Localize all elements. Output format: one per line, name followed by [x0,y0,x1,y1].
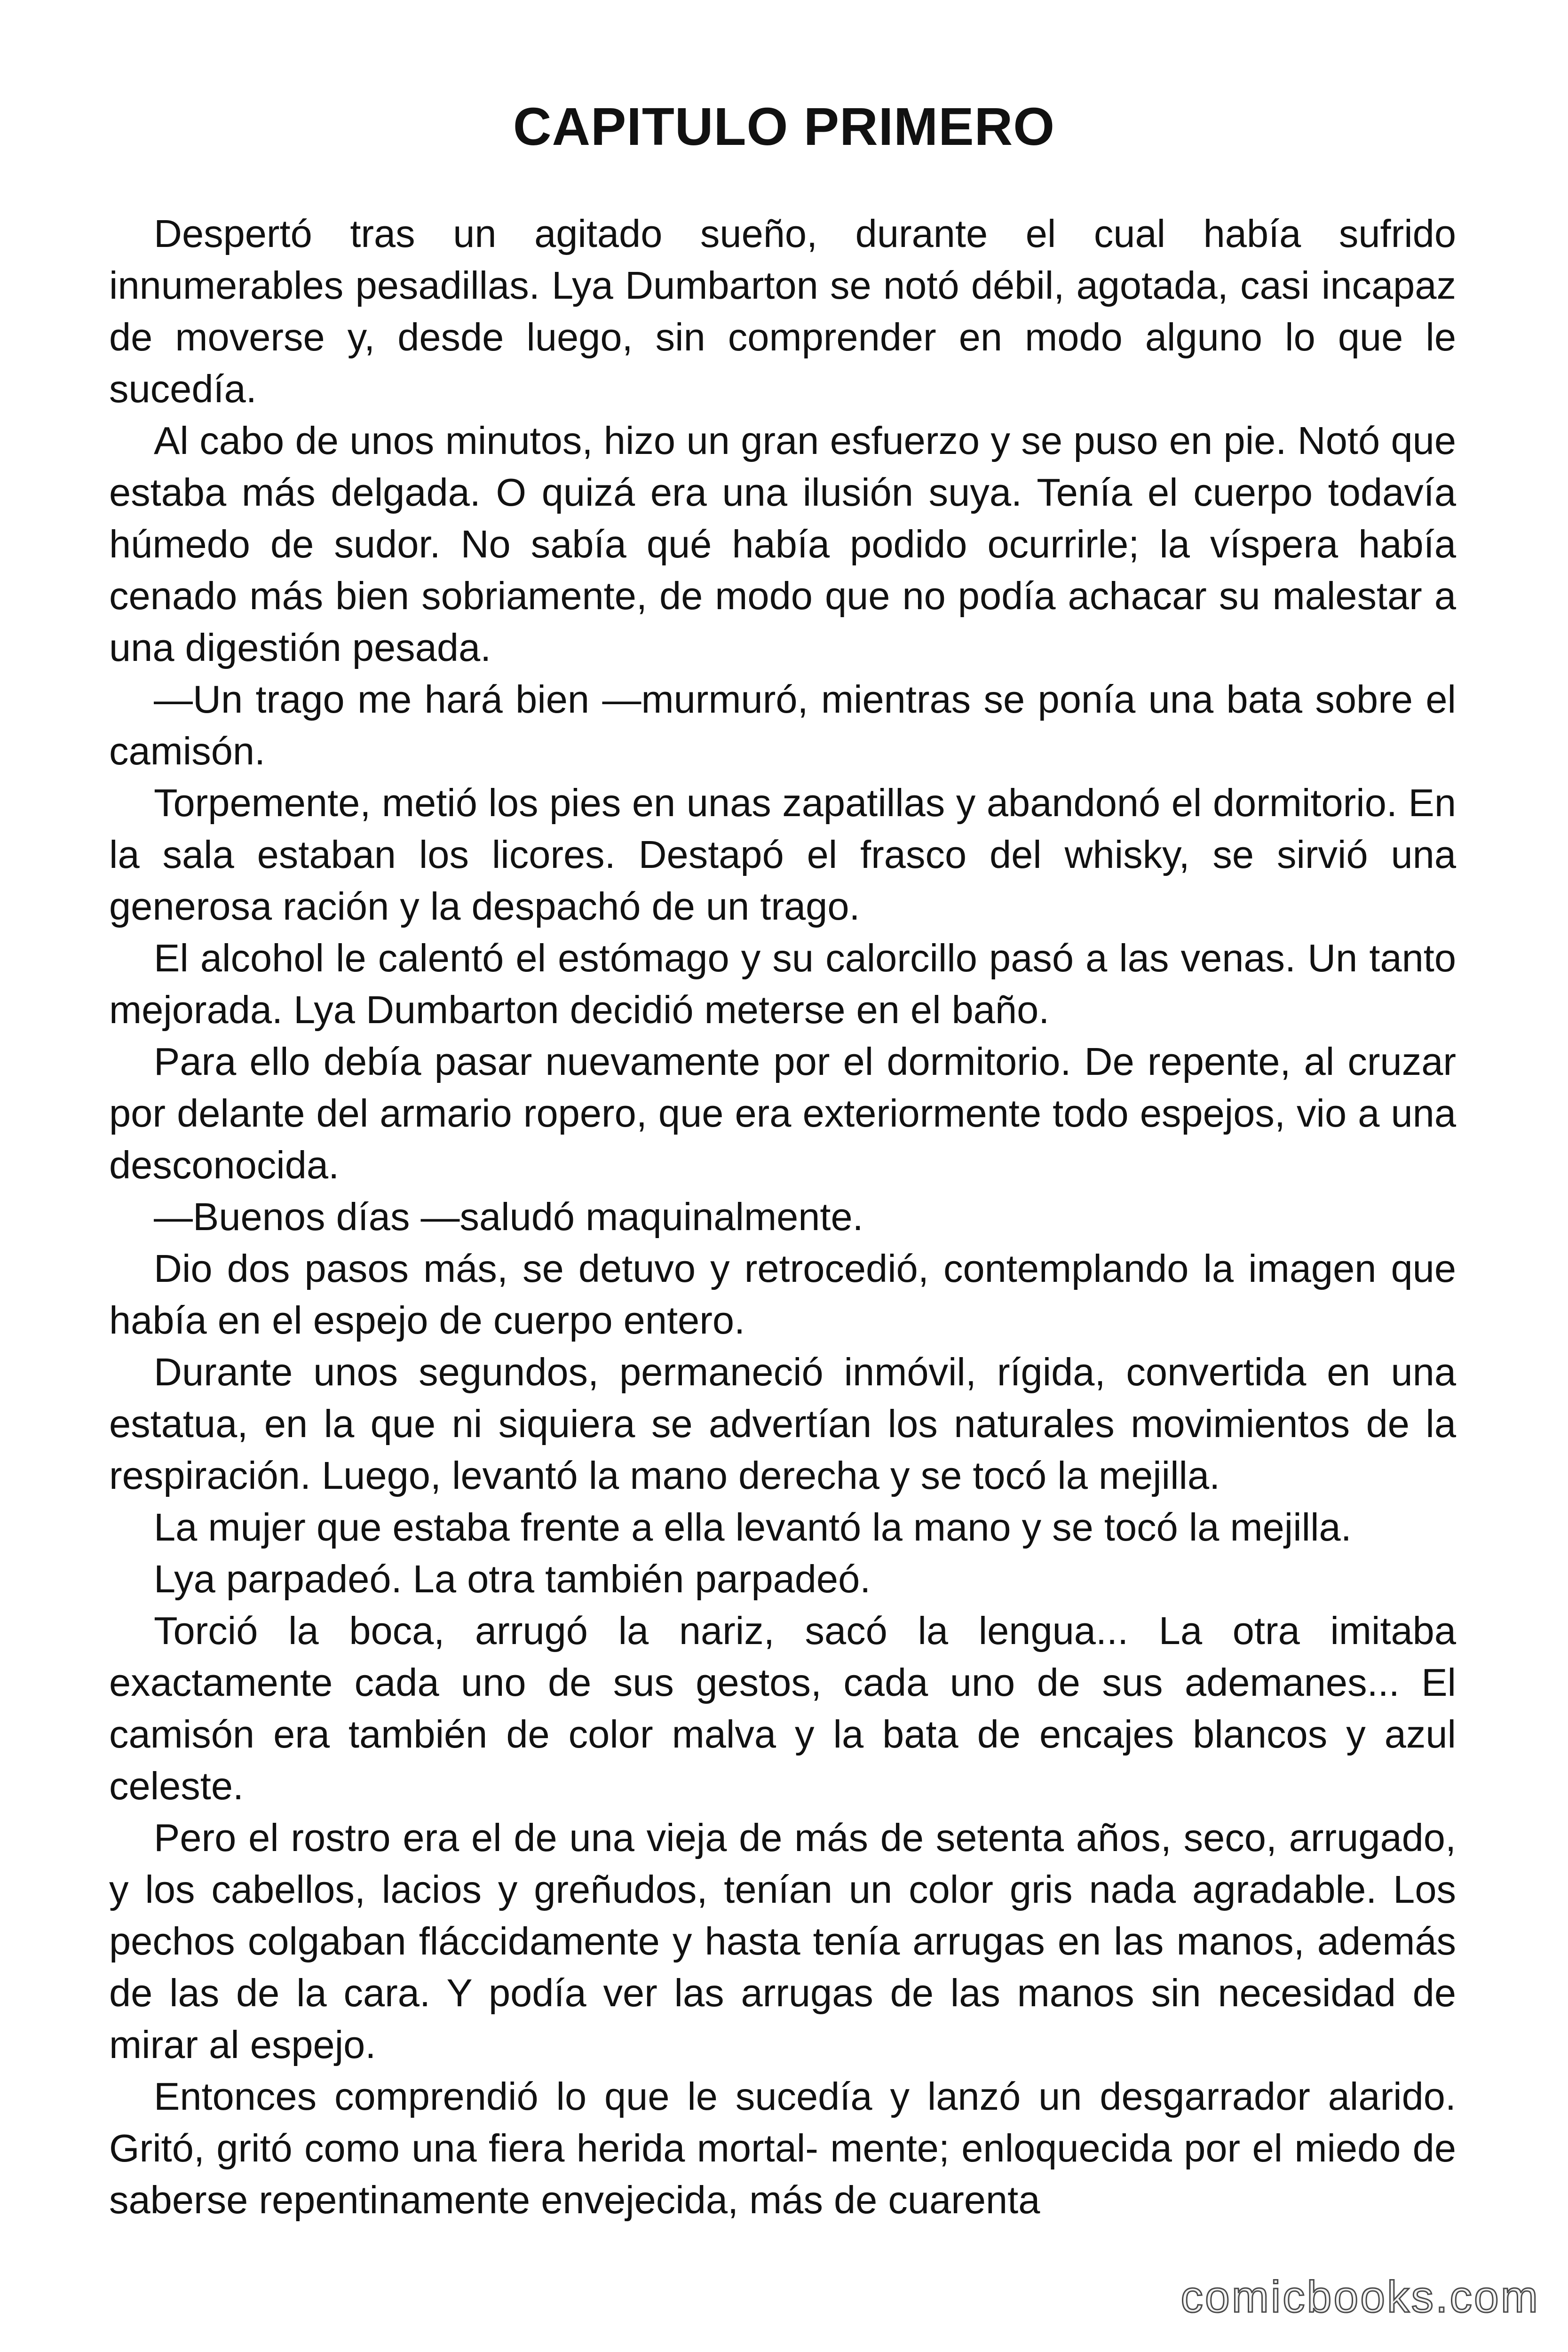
paragraph: —Buenos días —saludó maquinalmente. [154,1195,863,1239]
paragraph: Durante unos segundos, permaneció inmóvil, rígida, convertida en una estatua, en la que ni siquiera se advertían los naturales movimientos de la respiración. Luego, levantó la mano derecha y se tocó la mejilla. [109,1350,1456,1497]
paragraph: Pero el rostro era el de una vieja de más de setenta años, seco, arrugado, y los cabellos, lacios y greñudos, tenían un color gris nada agradable. Los pechos colgaban fláccidamente y hasta tenía arrugas en las manos, además de las de la cara. Y podía ver las arrugas de las manos sin necesidad de mirar al espejo. [109,1816,1456,2066]
paragraph: Torpemente, metió los pies en unas zapatillas y abandonó el dormitorio. En la sala estaban los licores. Destapó el frasco del whisky, se sirvió una generosa ración y la despachó de un trago. [109,781,1456,928]
chapter-body [109,208,1456,2226]
paragraph: Despertó tras un agitado sueño, durante el cual había sufrido innumerables pesadillas. Lya Dumbarton se notó débil, agotada, casi incapaz de moverse y, desde luego, sin comprender en modo alguno lo que le sucedía. [109,212,1456,411]
paragraph: Dio dos pasos más, se detuvo y retrocedió, contemplando la imagen que había en el espejo de cuerpo entero. [109,1247,1456,1342]
chapter-title: CAPITULO PRIMERO [513,96,1055,156]
paragraph: La mujer que estaba frente a ella levantó la mano y se tocó la mejilla. [154,1505,1352,1549]
paragraph: Para ello debía pasar nuevamente por el dormitorio. De repente, al cruzar por delante del armario ropero, que era exteriormente todo espejos, vio a una desconocida. [109,1040,1456,1187]
paragraph: El alcohol le calentó el estómago y su calorcillo pasó a las venas. Un tanto mejorada. Lya Dumbarton decidió meterse en el baño. [109,936,1456,1032]
paragraph: Entonces comprendió lo que le sucedía y lanzó un desgarrador alarido. Gritó, gritó como una fiera herida mortal- mente; enloquecida por el miedo de saberse repentinamente envejecida, más de cuarenta [109,2074,1456,2222]
paragraph: Lya parpadeó. La otra también parpadeó. [154,1557,871,1601]
paragraph: Al cabo de unos minutos, hizo un gran esfuerzo y se puso en pie. Notó que estaba más delgada. O quizá era una ilusión suya. Tenía el cuerpo todavía húmedo de sudor. No sabía qué había podido ocurrirle; la víspera había cenado más bien sobriamente, de modo que no podía achacar su malestar a una digestión pesada. [109,419,1456,669]
watermark: comicbooks.com [1180,2272,1540,2322]
paragraph: —Un trago me hará bien —murmuró, mientras se ponía una bata sobre el camisón. [109,677,1456,773]
paragraph: Torció la boca, arrugó la nariz, sacó la lengua... La otra imitaba exactamente cada uno de sus gestos, cada uno de sus ademanes... El camisón era también de color malva y la bata de encajes blancos y azul celeste. [109,1609,1456,1808]
